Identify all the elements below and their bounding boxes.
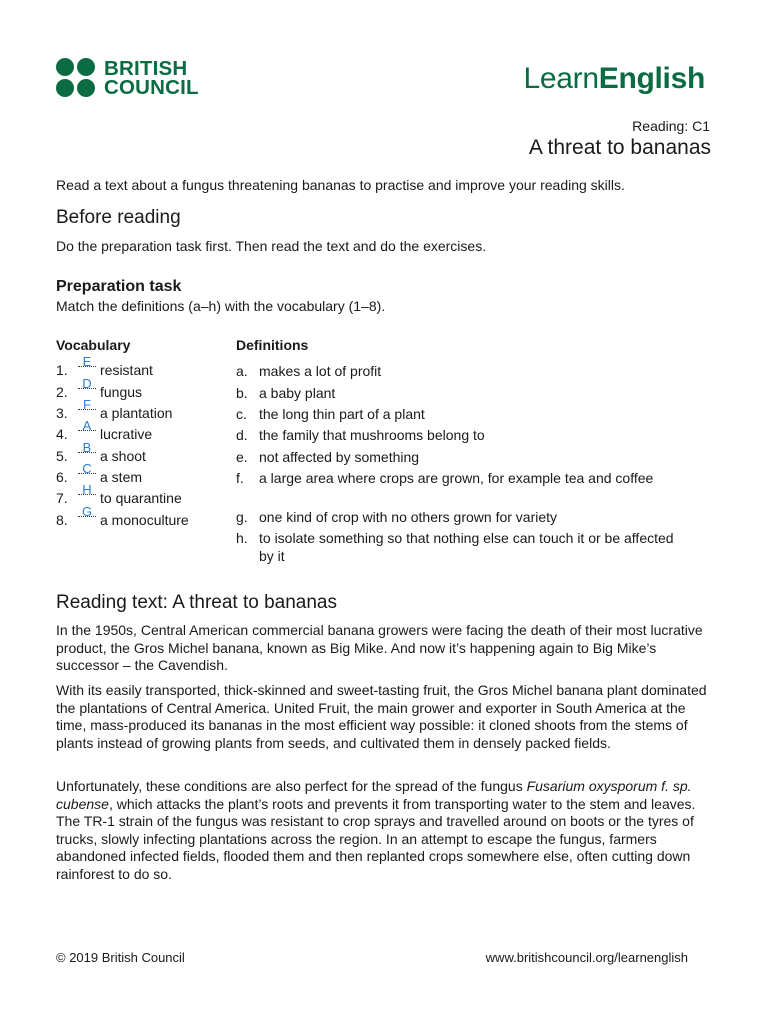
answer-field[interactable]: H [78, 484, 96, 495]
answer-field[interactable]: F [78, 399, 96, 410]
vocab-item: 5. B a shoot [56, 440, 146, 464]
definition-item: b. a baby plant [236, 385, 336, 401]
copyright: © 2019 British Council [56, 950, 185, 965]
reading-paragraph-3: Unfortunately, these conditions are also perfect for the spread of the fungus Fusarium oxysporum f. sp. cubense, which attacks the plant’s roots and prevents it from transporting water to the stem and leaves. The TR-1 strain of the fungus was resistant to crop sprays and travelled around on boots or the tyres of trucks, slowly infecting plantations across the region. In an attempt to escape the fungus, farmers abandoned infected fields, flooded them and then replanted crops somewhere else, often cutting down rainforest to do so. [56, 778, 696, 882]
answer-field[interactable]: D [78, 378, 96, 389]
vocab-item: 6. C a stem [56, 461, 143, 485]
british-council-logo: BRITISH COUNCIL [56, 58, 199, 97]
intro-text: Read a text about a fungus threatening bananas to practise and improve your reading skills. [56, 177, 625, 193]
definition-item: e. not affected by something [236, 449, 420, 465]
vocab-item: 2. D fungus [56, 376, 143, 400]
before-reading-heading: Before reading [56, 207, 181, 228]
level-label: Reading: C1 [632, 118, 710, 134]
definitions-heading: Definitions [236, 337, 309, 353]
vocab-item: 8. G a monoculture [56, 504, 189, 528]
vocab-item: 4. A lucrative [56, 418, 153, 442]
answer-field[interactable]: A [78, 420, 96, 431]
definition-item: d. the family that mushrooms belong to [236, 427, 485, 443]
reading-heading: Reading text: A threat to bananas [56, 592, 337, 613]
definition-item: g. one kind of crop with no others grown for variety [236, 509, 558, 525]
prep-task-heading: Preparation task [56, 278, 182, 295]
vocab-item: 3. F a plantation [56, 397, 173, 421]
page-title: A threat to bananas [528, 136, 711, 159]
definition-item: f. a large area where crops are grown, for example tea and coffee [236, 470, 654, 486]
vocabulary-heading: Vocabulary [56, 337, 131, 353]
british-council-dots-icon [56, 58, 95, 97]
vocab-item: 1. E resistant [56, 354, 153, 378]
learnenglish-logo: LearnEnglish [523, 62, 705, 95]
reading-paragraph-2: With its easily transported, thick-skinned and sweet-tasting fruit, the Gros Michel banana plant dominated the plantations of Central America. United Fruit, the main grower and exporter in South America at the time, mass-produced its bananas in the most efficient way possible: it cloned shoots from the stems of plants instead of growing plants from seeds, and cultivated them in densely packed fields. [56, 682, 707, 751]
answer-field[interactable]: C [78, 463, 96, 474]
reading-paragraph-1: In the 1950s, Central American commercial banana growers were facing the death of their most lucrative product, the Gros Michel banana, known as Big Mike. And now it’s happening again to Big Mike’s successor – the Cavendish. [56, 622, 703, 673]
definition-item: a. makes a lot of profit [236, 363, 382, 379]
prep-task-instruction: Match the definitions (a–h) with the vocabulary (1–8). [56, 298, 386, 314]
answer-field[interactable]: E [78, 356, 96, 367]
before-reading-text: Do the preparation task first. Then read the text and do the exercises. [56, 238, 487, 254]
definition-item: c. the long thin part of a plant [236, 406, 425, 422]
footer-url[interactable]: www.britishcouncil.org/learnenglish [485, 950, 688, 965]
answer-field[interactable]: G [78, 506, 96, 517]
vocab-item: 7. H to quarantine [56, 482, 182, 506]
answer-field[interactable]: B [78, 442, 96, 453]
definition-item: h. to isolate something so that nothing else can touch it or be affected by it [236, 530, 674, 564]
